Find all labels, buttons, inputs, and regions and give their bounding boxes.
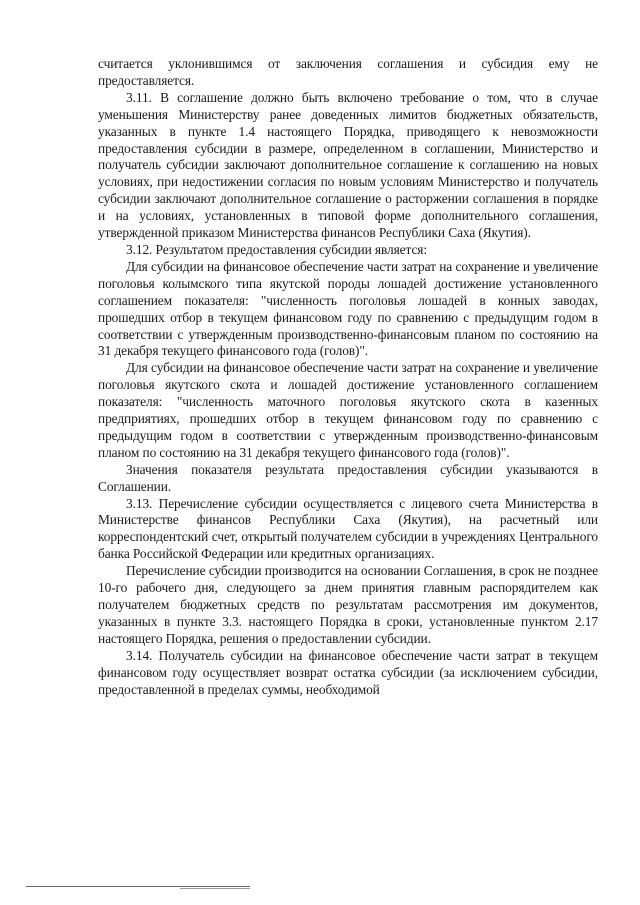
footer-rule [26,886,250,887]
footer-rule-secondary [180,888,250,889]
paragraph-3-12-cattle: Для субсидии на финансовое обеспечение части затрат на сохранение и увеличение поголовья якутского скота и лошадей достижение установленного соглашением показателя: "численность маточного поголовья якутского скота в казенных предприятиях, прошедших отбор в текущем финансовом году по сравнению с предыдущим годом в соответствии с утвержденным производственно-финансовым планом по состоянию на 31 декабря текущего финансового года (голов)". [98,360,598,460]
paragraph-3-14: 3.14. Получатель субсидии на финансовое обеспечение части затрат в текущем финансовом году осуществляет возврат остатка субсидии (за исключением субсидии, предоставленной в пределах суммы, необходимой [98,647,598,697]
paragraph-3-13: 3.13. Перечисление субсидии осуществляется с лицевого счета Министерства в Министерстве финансов Республики Саха (Якутия), на расчетный или корреспондентский счет, открытый получателем субсидии в учреждениях Центрального банка Российской Федерации или кредитных организациях. [98,495,598,562]
paragraph-3-12-values: Значения показателя результата предоставления субсидии указываются в Соглашении. [98,461,598,494]
paragraph-1-continuation: считается уклонившимся от заключения соглашения и субсидия ему не предоставляется. [98,56,598,88]
paragraph-3-12: 3.12. Результатом предоставления субсидии является: [126,241,427,257]
paragraph-3-13-transfer: Перечисление субсидии производится на основании Соглашения, в срок не позднее 10-го рабочего дня, следующего за днем принятия главным распорядителем как получателем бюджетных средств по результатам рассмотрения им документов, указанных в пункте 3.3. настоящего Порядка в сроки, установленные пунктом 2.17 настоящего Порядка, решения о предоставлении субсидии. [98,563,598,646]
document-page [98,56,598,698]
paragraph-3-11: 3.11. В соглашение должно быть включено требование о том, что в случае уменьшения Министерству ранее доведенных лимитов бюджетных обязательств, указанных в пункте 1.4 настоящего Порядка, приводящего к невозможности предоставления субсидии в размере, определенном в соглашении, Министерство и получатель субсидии заключают дополнительное соглашение к соглашению на новых условиях, при недостижении согласия по новым условиям Министерство и получатель субсидии заключают дополнительное соглашение о расторжении соглашения в порядке и на условиях, установленных в типовой форме дополнительного соглашения, утвержденной приказом Министерства финансов Республики Саха (Якутия). [98,89,598,241]
paragraph-3-12-horses: Для субсидии на финансовое обеспечение части затрат на сохранение и увеличение поголовья колымского типа якутской породы лошадей достижение установленного соглашением показателя: "численность поголовья лошадей в конных заводах, прошедших отбор в текущем финансовом году по сравнению с предыдущим годом в соответствии с утвержденным производственно-финансовым планом по состоянию на 31 декабря текущего финансового года (голов)". [98,258,598,359]
